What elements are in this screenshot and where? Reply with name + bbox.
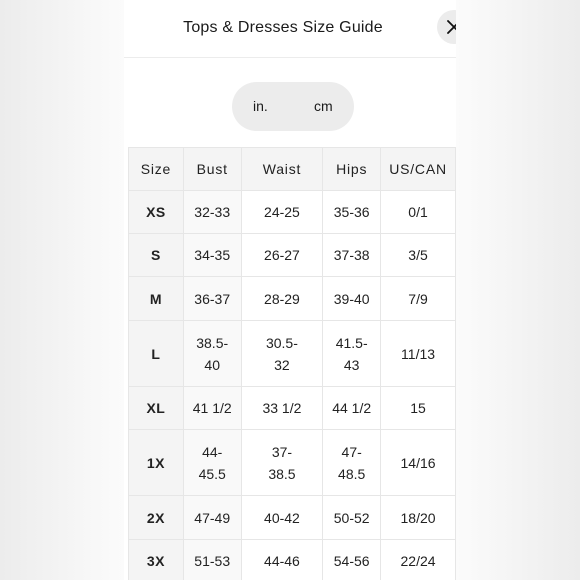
cell-value: 54-56 xyxy=(333,553,370,569)
cell-hips xyxy=(323,496,381,540)
cell-waist xyxy=(241,540,323,580)
cell-value: XL xyxy=(146,400,166,416)
cell-value: XS xyxy=(146,204,166,220)
cell-value: 32-33 xyxy=(194,204,231,220)
cell-waist xyxy=(241,191,323,234)
unit-option-centimeters[interactable]: cm xyxy=(314,98,333,114)
column-header-hips: Hips xyxy=(323,148,381,191)
cell-hips xyxy=(323,191,381,234)
cell-bust xyxy=(183,277,241,321)
cell-waist xyxy=(241,430,323,496)
cell-value: 44 1/2 xyxy=(332,400,372,416)
cell-hips xyxy=(323,277,381,321)
cell-value: 14/16 xyxy=(400,454,436,471)
table-row xyxy=(129,321,456,387)
column-header-us-can: US/CAN xyxy=(381,148,456,191)
column-header-size: Size xyxy=(129,148,184,191)
cell-value: L xyxy=(151,345,161,362)
cell-value: 28-29 xyxy=(264,290,300,307)
cell-waist xyxy=(241,234,323,277)
cell-us-can xyxy=(381,234,456,277)
cell-value: 37-38.5 xyxy=(268,443,296,482)
size-table xyxy=(128,147,456,580)
cell-us-can xyxy=(381,496,456,540)
cell-size xyxy=(129,191,184,234)
cell-us-can xyxy=(381,277,456,321)
cell-waist xyxy=(241,387,323,430)
cell-value: M xyxy=(149,290,162,307)
cell-bust xyxy=(183,234,241,277)
cell-value: 11/13 xyxy=(401,345,436,362)
unit-toggle xyxy=(232,82,354,131)
cell-value: 47-49 xyxy=(194,509,231,526)
cell-value: 7/9 xyxy=(408,290,428,307)
cell-bust xyxy=(183,496,241,540)
cell-value: 47-48.5 xyxy=(338,443,366,482)
sheet-header xyxy=(124,0,456,58)
cell-bust xyxy=(183,191,241,234)
cell-value: 0/1 xyxy=(408,204,428,220)
size-guide-sheet xyxy=(124,0,456,580)
cell-value: 34-35 xyxy=(194,247,231,263)
table-row xyxy=(129,234,456,277)
background-left xyxy=(0,0,124,580)
cell-hips xyxy=(323,430,381,496)
cell-value: 1X xyxy=(146,454,165,471)
cell-value: 3/5 xyxy=(408,247,428,263)
cell-value: 3X xyxy=(146,553,165,569)
cell-hips xyxy=(323,387,381,430)
cell-size xyxy=(129,321,184,387)
cell-waist xyxy=(241,321,323,387)
cell-value: 35-36 xyxy=(333,204,370,220)
table-row xyxy=(129,387,456,430)
unit-option-inches[interactable]: in. xyxy=(253,98,268,114)
cell-size xyxy=(129,496,184,540)
cell-hips xyxy=(323,540,381,580)
cell-value: 2X xyxy=(146,509,165,526)
close-icon xyxy=(446,19,456,35)
cell-value: 44-45.5 xyxy=(198,443,226,482)
cell-value: 50-52 xyxy=(333,509,370,526)
cell-value: S xyxy=(150,247,161,263)
cell-value: 51-53 xyxy=(194,553,231,569)
background-right xyxy=(456,0,580,580)
cell-value: 41 1/2 xyxy=(192,400,232,416)
cell-us-can xyxy=(381,540,456,580)
cell-hips xyxy=(323,321,381,387)
cell-value: 24-25 xyxy=(264,204,300,220)
cell-value: 33 1/2 xyxy=(262,400,302,416)
cell-bust xyxy=(183,430,241,496)
cell-bust xyxy=(183,321,241,387)
cell-value: 39-40 xyxy=(333,290,370,307)
cell-us-can xyxy=(381,430,456,496)
cell-value: 15 xyxy=(410,400,426,416)
close-button[interactable] xyxy=(437,10,456,44)
cell-us-can xyxy=(381,191,456,234)
cell-us-can xyxy=(381,321,456,387)
cell-waist xyxy=(241,277,323,321)
cell-value: 41.5-43 xyxy=(335,334,368,373)
cell-hips xyxy=(323,234,381,277)
cell-value: 38.5-40 xyxy=(196,334,229,373)
cell-value: 22/24 xyxy=(400,553,436,569)
table-row xyxy=(129,496,456,540)
cell-size xyxy=(129,277,184,321)
cell-us-can xyxy=(381,387,456,430)
table-row xyxy=(129,540,456,580)
cell-size xyxy=(129,540,184,580)
column-header-waist: Waist xyxy=(241,148,323,191)
cell-bust xyxy=(183,387,241,430)
cell-value: 40-42 xyxy=(264,509,300,526)
cell-size xyxy=(129,387,184,430)
cell-value: 37-38 xyxy=(333,247,370,263)
cell-size xyxy=(129,430,184,496)
column-header-bust: Bust xyxy=(183,148,241,191)
table-row xyxy=(129,430,456,496)
cell-value: 26-27 xyxy=(264,247,300,263)
cell-value: 30.5-32 xyxy=(265,334,298,373)
page-title: Tops & Dresses Size Guide xyxy=(183,19,383,36)
cell-size xyxy=(129,234,184,277)
table-row xyxy=(129,277,456,321)
cell-waist xyxy=(241,496,323,540)
cell-bust xyxy=(183,540,241,580)
table-header-row xyxy=(129,148,456,191)
cell-value: 36-37 xyxy=(194,290,231,307)
table-row xyxy=(129,191,456,234)
cell-value: 44-46 xyxy=(264,553,300,569)
cell-value: 18/20 xyxy=(400,509,436,526)
